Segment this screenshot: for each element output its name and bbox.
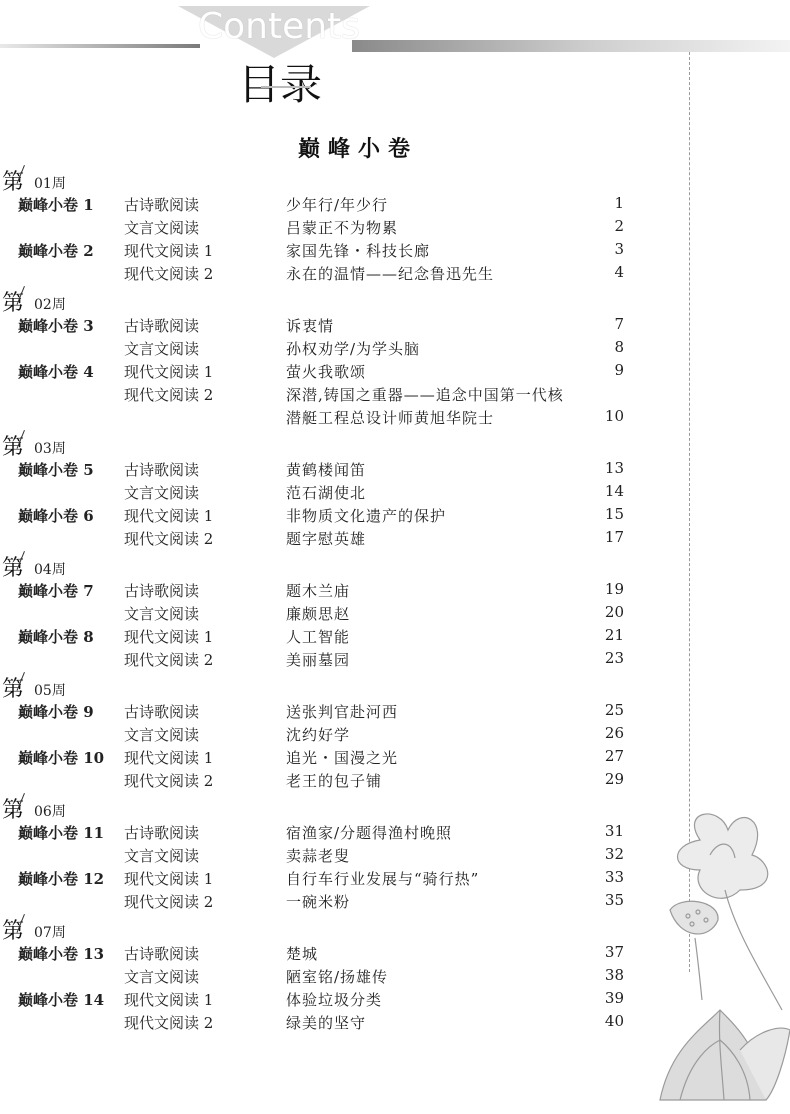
page-number: 15 [604, 505, 624, 523]
page-number: 9 [614, 361, 624, 379]
reading-type: 古诗歌阅读 [124, 196, 200, 214]
article-title[interactable]: 送张判官赴河西 [286, 703, 399, 721]
article-title[interactable]: 老王的包子铺 [286, 772, 383, 790]
reading-type: 现代文阅读 1 [124, 628, 214, 646]
reading-type: 古诗歌阅读 [124, 317, 200, 335]
reading-type: 现代文阅读 1 [124, 363, 214, 381]
page-number: 27 [604, 747, 624, 765]
reading-type: 现代文阅读 2 [124, 893, 214, 911]
reading-type: 古诗歌阅读 [124, 461, 200, 479]
reading-type: 文言文阅读 [124, 219, 200, 237]
reading-type: 文言文阅读 [124, 484, 200, 502]
toc-row[interactable] [0, 194, 790, 217]
reading-type: 现代文阅读 1 [124, 870, 214, 888]
article-title[interactable]: 少年行/年少行 [286, 196, 389, 214]
reading-type: 古诗歌阅读 [124, 703, 200, 721]
week-number: 05周 [34, 683, 66, 699]
week-number: 01周 [34, 176, 66, 192]
article-title[interactable]: 自行车行业发展与“骑行热” [286, 870, 480, 888]
page-number: 7 [614, 315, 624, 333]
volume-label: 巅峰小卷 3 [18, 317, 94, 335]
toc-row[interactable] [0, 603, 790, 626]
article-title[interactable]: 深潜,铸国之重器——追念中国第一代核 [286, 386, 564, 404]
toc-row[interactable] [0, 482, 790, 505]
header-band-right [352, 40, 790, 52]
reading-type: 现代文阅读 2 [124, 265, 214, 283]
page-number: 26 [604, 724, 624, 742]
volume-label: 巅峰小卷 11 [18, 824, 105, 842]
page-number: 25 [604, 701, 624, 719]
header-band-left [0, 44, 200, 48]
toc-row[interactable] [0, 407, 790, 430]
volume-label: 巅峰小卷 14 [18, 991, 105, 1009]
article-title[interactable]: 诉衷情 [286, 317, 335, 335]
week-prefix: 第 [2, 291, 25, 316]
page-number: 13 [604, 459, 624, 477]
page-number: 8 [614, 338, 624, 356]
reading-type: 现代文阅读 1 [124, 507, 214, 525]
week-prefix: 第 [2, 435, 25, 460]
volume-label: 巅峰小卷 5 [18, 461, 94, 479]
reading-type: 古诗歌阅读 [124, 824, 200, 842]
week-number: 03周 [34, 441, 66, 457]
article-title[interactable]: 题木兰庙 [286, 582, 351, 600]
volume-label: 巅峰小卷 9 [18, 703, 94, 721]
page-number: 3 [614, 240, 624, 258]
volume-label: 巅峰小卷 4 [18, 363, 94, 381]
page-number: 20 [604, 603, 624, 621]
page-number: 29 [604, 770, 624, 788]
page-number: 31 [604, 822, 624, 840]
toc-row[interactable] [0, 626, 790, 649]
reading-type: 现代文阅读 1 [124, 991, 214, 1009]
article-title[interactable]: 卖蒜老叟 [286, 847, 351, 865]
article-title[interactable]: 非物质文化遗产的保护 [286, 507, 447, 525]
week-prefix: 第 [2, 170, 25, 195]
week-prefix: 第 [2, 677, 25, 702]
page-title: 目录 [238, 60, 323, 109]
article-title[interactable]: 一碗米粉 [286, 893, 351, 911]
page-number: 33 [604, 868, 624, 886]
toc-row[interactable] [0, 528, 790, 551]
toc-row[interactable] [0, 724, 790, 747]
reading-type: 文言文阅读 [124, 340, 200, 358]
reading-type: 现代文阅读 1 [124, 242, 214, 260]
article-title[interactable]: 美丽墓园 [286, 651, 351, 669]
toc-row[interactable] [0, 459, 790, 482]
volume-label: 巅峰小卷 10 [18, 749, 105, 767]
toc-row[interactable] [0, 580, 790, 603]
article-title[interactable]: 吕蒙正不为物累 [286, 219, 399, 237]
reading-type: 现代文阅读 2 [124, 772, 214, 790]
page-number: 23 [604, 649, 624, 667]
reading-type: 古诗歌阅读 [124, 945, 200, 963]
article-title[interactable]: 孙权劝学/为学头脑 [286, 340, 421, 358]
page-number: 1 [614, 194, 624, 212]
page-number: 2 [614, 217, 624, 235]
reading-type: 文言文阅读 [124, 726, 200, 744]
toc-row[interactable] [0, 263, 790, 286]
volume-label: 巅峰小卷 6 [18, 507, 94, 525]
volume-label: 巅峰小卷 7 [18, 582, 94, 600]
toc-row[interactable] [0, 384, 790, 407]
toc-row[interactable] [0, 505, 790, 528]
reading-type: 文言文阅读 [124, 847, 200, 865]
toc-row[interactable] [0, 649, 790, 672]
reading-type: 现代文阅读 2 [124, 530, 214, 548]
toc-row[interactable] [0, 338, 790, 361]
toc-row[interactable] [0, 217, 790, 240]
article-title[interactable]: 绿美的坚守 [286, 1014, 367, 1032]
page-number: 35 [604, 891, 624, 909]
week-prefix: 第 [2, 798, 25, 823]
week-prefix: 第 [2, 556, 25, 581]
toc-row[interactable] [0, 240, 790, 263]
toc-row[interactable] [0, 747, 790, 770]
article-title[interactable]: 楚城 [286, 945, 319, 963]
contents-word: Contents [198, 6, 360, 47]
reading-type: 现代文阅读 2 [124, 1014, 214, 1032]
reading-type: 文言文阅读 [124, 968, 200, 986]
page-number: 14 [604, 482, 624, 500]
volume-label: 巅峰小卷 12 [18, 870, 105, 888]
page-number: 40 [604, 1012, 624, 1030]
page-number: 4 [614, 263, 624, 281]
article-title[interactable]: 潜艇工程总设计师黄旭华院士 [286, 409, 495, 427]
article-title[interactable]: 家国先锋・科技长廊 [286, 242, 431, 260]
toc-row[interactable] [0, 361, 790, 384]
page-number: 21 [604, 626, 624, 644]
article-title[interactable]: 沈约好学 [286, 726, 351, 744]
reading-type: 现代文阅读 2 [124, 386, 214, 404]
reading-type: 现代文阅读 1 [124, 749, 214, 767]
week-number: 06周 [34, 804, 66, 820]
week-prefix: 第 [2, 919, 25, 944]
article-title[interactable]: 人工智能 [286, 628, 351, 646]
article-title[interactable]: 范石湖使北 [286, 484, 367, 502]
article-title[interactable]: 萤火我歌颂 [286, 363, 367, 381]
article-title[interactable]: 体验垃圾分类 [286, 991, 383, 1009]
week-number: 02周 [34, 297, 66, 313]
section-title: 巅峰小卷 [298, 136, 419, 162]
article-title[interactable]: 宿渔家/分题得渔村晚照 [286, 824, 453, 842]
volume-label: 巅峰小卷 13 [18, 945, 105, 963]
toc-row[interactable] [0, 770, 790, 793]
reading-type: 现代文阅读 2 [124, 651, 214, 669]
volume-label: 巅峰小卷 8 [18, 628, 94, 646]
page-number: 32 [604, 845, 624, 863]
lotus-illustration [640, 800, 790, 1114]
page-number: 39 [604, 989, 624, 1007]
reading-type: 古诗歌阅读 [124, 582, 200, 600]
week-number: 07周 [34, 925, 66, 941]
article-title[interactable]: 题字慰英雄 [286, 530, 367, 548]
volume-label: 巅峰小卷 1 [18, 196, 94, 214]
page-number: 19 [604, 580, 624, 598]
week-number: 04周 [34, 562, 66, 578]
article-title[interactable]: 廉颇思赵 [286, 605, 351, 623]
page-number: 17 [604, 528, 624, 546]
toc-row[interactable] [0, 315, 790, 338]
page-number: 38 [604, 966, 624, 984]
article-title[interactable]: 黄鹤楼闻笛 [286, 461, 367, 479]
volume-label: 巅峰小卷 2 [18, 242, 94, 260]
page-number: 10 [604, 407, 624, 425]
reading-type: 文言文阅读 [124, 605, 200, 623]
article-title[interactable]: 永在的温情——纪念鲁迅先生 [286, 265, 495, 283]
article-title[interactable]: 陋室铭/扬雄传 [286, 968, 389, 986]
article-title[interactable]: 追光・国漫之光 [286, 749, 399, 767]
page-number: 37 [604, 943, 624, 961]
toc-row[interactable] [0, 701, 790, 724]
title-accent-line [261, 86, 311, 88]
